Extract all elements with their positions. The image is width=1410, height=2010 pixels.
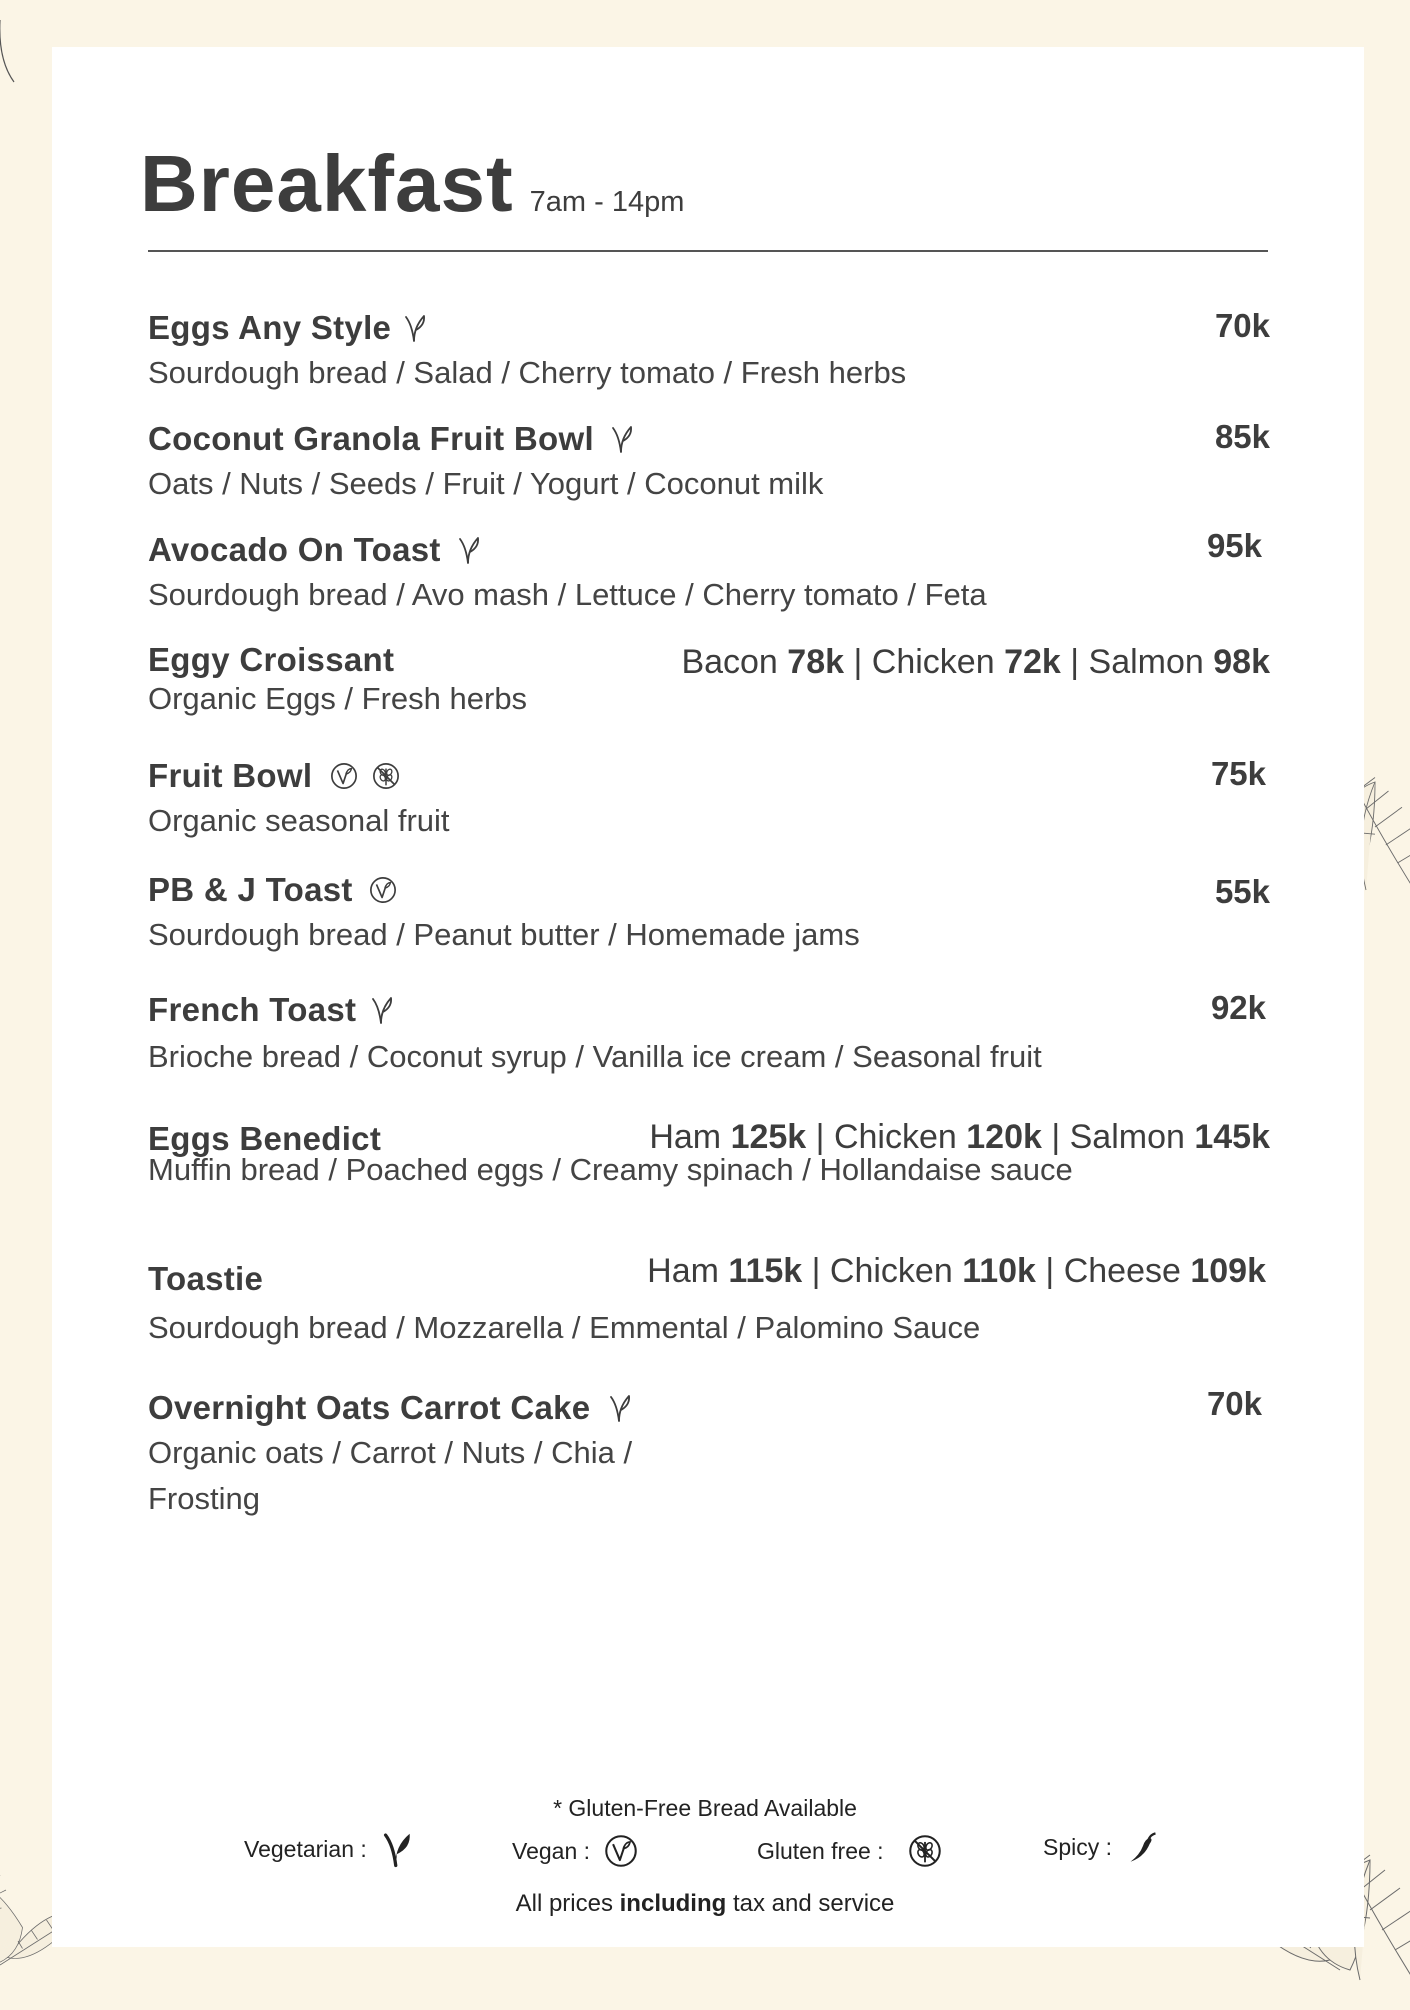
legend-vegetarian xyxy=(244,1830,413,1868)
item-price: 92k xyxy=(1210,989,1266,1026)
variant-label: Cheese xyxy=(1063,1252,1181,1290)
item-price: 75k xyxy=(1210,755,1266,792)
gluten-free-note: * Gluten-Free Bread Available xyxy=(553,1795,857,1821)
item-description: Organic seasonal fruit xyxy=(148,803,450,838)
vegetarian-leaf-icon xyxy=(457,535,481,565)
vegetarian-leaf-icon xyxy=(381,1830,413,1868)
variant-label: Bacon xyxy=(681,643,778,681)
gluten-free-wheat-icon xyxy=(908,1834,942,1868)
dietary-legend xyxy=(0,1830,1410,1880)
item-variant-prices: Bacon 78k | Chicken 72k | Salmon 98k xyxy=(681,643,1270,681)
vegan-v-circle-icon xyxy=(369,876,397,904)
menu-item xyxy=(148,755,1270,843)
vegetarian-leaf-icon xyxy=(608,1393,632,1423)
legend-gluten-free xyxy=(757,1834,942,1868)
menu-item xyxy=(148,989,1270,1079)
legend-label: Gluten free : xyxy=(757,1837,884,1864)
item-price: 55k xyxy=(1214,873,1270,910)
legend-vegan xyxy=(512,1834,638,1868)
variant-price: 109k xyxy=(1190,1252,1266,1290)
item-description: Organic Eggs / Fresh herbs xyxy=(148,681,528,716)
header-divider xyxy=(148,250,1268,252)
variant-price: 110k xyxy=(962,1252,1036,1290)
variant-price: 78k xyxy=(787,643,845,681)
foliage-decoration-top-left xyxy=(0,20,30,90)
menu-item xyxy=(148,307,1270,395)
vegan-v-circle-icon xyxy=(330,762,358,790)
item-name: Eggs Benedict xyxy=(148,1120,382,1157)
legend-label: Vegetarian : xyxy=(244,1835,367,1862)
item-name: Fruit Bowl xyxy=(148,757,313,794)
menu-item xyxy=(148,418,1270,506)
variant-label: Salmon xyxy=(1069,1118,1185,1156)
prices-note-bold: including xyxy=(619,1890,727,1917)
vegetarian-leaf-icon xyxy=(610,424,634,454)
variant-label: Ham xyxy=(647,1252,719,1290)
item-description: Muffin bread / Poached eggs / Creamy spinach / Hollandaise sauce xyxy=(148,1152,1073,1187)
legend-spicy xyxy=(1043,1830,1160,1864)
item-description-line: Frosting xyxy=(148,1481,260,1516)
menu-item xyxy=(148,1387,1270,1521)
item-price: 70k xyxy=(1214,307,1270,344)
page-title: Breakfast xyxy=(140,139,514,228)
menu-item xyxy=(148,639,1270,721)
menu-item xyxy=(148,869,1270,957)
prices-note-suffix: tax and service xyxy=(726,1890,895,1917)
item-name: PB & J Toast xyxy=(148,871,353,908)
item-description-line: Organic oats / Carrot / Nuts / Chia / xyxy=(148,1435,633,1470)
variant-price: 98k xyxy=(1213,643,1270,681)
item-name: Eggs Any Style xyxy=(148,309,392,346)
variant-label: Salmon xyxy=(1088,643,1204,681)
item-name: Eggy Croissant xyxy=(148,641,395,678)
legend-label: Spicy : xyxy=(1043,1833,1113,1860)
item-price: 70k xyxy=(1206,1385,1262,1422)
item-description: Sourdough bread / Avo mash / Lettuce / Cherry tomato / Feta xyxy=(148,577,987,612)
variant-price: 115k xyxy=(728,1252,803,1290)
item-name: French Toast xyxy=(148,991,357,1028)
opening-hours: 7am - 14pm xyxy=(529,186,685,218)
item-description: Oats / Nuts / Seeds / Fruit / Yogurt / Coconut milk xyxy=(148,466,824,501)
prices-note xyxy=(0,1890,1410,1918)
item-price: 95k xyxy=(1206,527,1262,564)
menu-item xyxy=(148,1118,1270,1192)
legend-label: Vegan : xyxy=(512,1837,591,1864)
item-variant-prices: Ham 125k | Chicken 120k | Salmon 145k xyxy=(649,1118,1270,1156)
menu-item xyxy=(148,1252,1270,1350)
item-name: Toastie xyxy=(148,1260,264,1297)
item-description: Sourdough bread / Salad / Cherry tomato / Fresh herbs xyxy=(148,355,907,390)
item-price: 85k xyxy=(1214,418,1270,455)
item-description: Sourdough bread / Peanut butter / Homemade jams xyxy=(148,917,860,952)
vegetarian-leaf-icon xyxy=(370,995,394,1025)
variant-label: Chicken xyxy=(833,1118,957,1156)
item-description: Sourdough bread / Mozzarella / Emmental / Palomino Sauce xyxy=(148,1310,981,1345)
item-variant-prices: Ham 115k | Chicken 110k | Cheese 109k xyxy=(647,1252,1266,1290)
item-name: Avocado On Toast xyxy=(148,531,441,568)
item-name: Coconut Granola Fruit Bowl xyxy=(148,420,594,457)
gluten-free-wheat-icon xyxy=(372,762,400,790)
variant-price: 145k xyxy=(1194,1118,1270,1156)
item-description: Brioche bread / Coconut syrup / Vanilla ice cream / Seasonal fruit xyxy=(148,1039,1042,1074)
menu-item xyxy=(148,529,1270,617)
variant-price: 120k xyxy=(966,1118,1042,1156)
chili-pepper-icon xyxy=(1126,1830,1160,1864)
variant-price: 125k xyxy=(730,1118,807,1156)
variant-label: Ham xyxy=(649,1118,722,1156)
vegetarian-leaf-icon xyxy=(403,313,427,343)
vegan-v-circle-icon xyxy=(604,1834,638,1868)
menu-header xyxy=(140,138,684,230)
item-name: Overnight Oats Carrot Cake xyxy=(148,1389,591,1426)
prices-note-prefix: All prices xyxy=(515,1890,620,1917)
variant-price: 72k xyxy=(1004,643,1061,681)
variant-label: Chicken xyxy=(871,643,995,681)
variant-label: Chicken xyxy=(829,1252,953,1290)
